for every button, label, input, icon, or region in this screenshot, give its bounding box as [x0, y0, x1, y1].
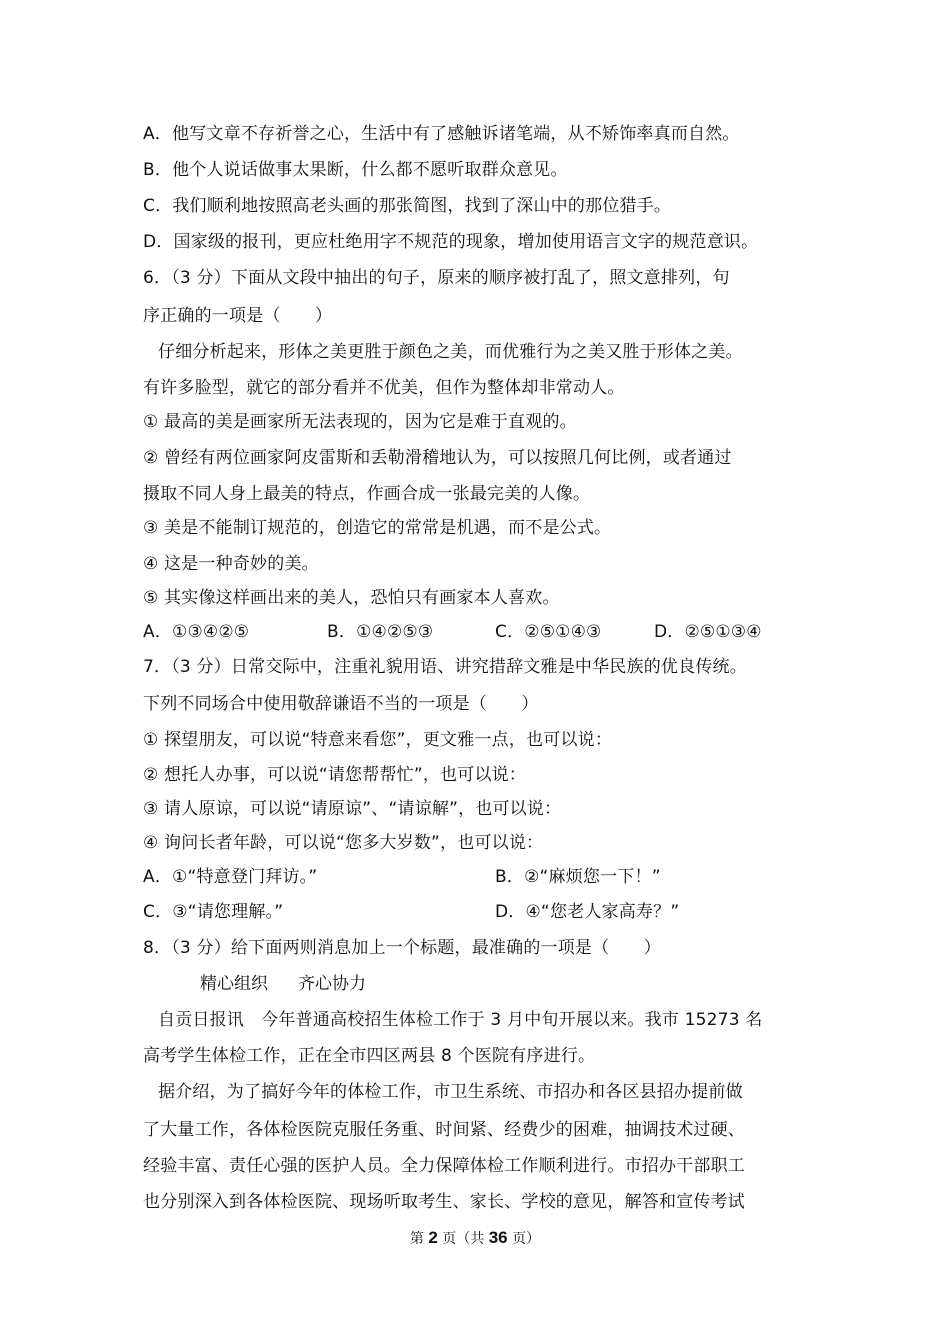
q6-stem-line2: 序正确的一项是（ ） [143, 306, 333, 326]
q6-item-4: ④ 这是一种奇妙的美。 [143, 554, 319, 574]
page-footer [0, 1228, 950, 1249]
footer-middle: 页（共 [442, 1231, 485, 1247]
q6-passage-line2: 有许多脸型，就它的部分看并不优美，但作为整体却非常动人。 [143, 378, 625, 398]
q7-item-3: ③ 请人原谅，可以说“请原谅”、“请谅解”，也可以说： [143, 799, 562, 819]
q6-option-b: B．①④②⑤③ [327, 622, 434, 642]
q5-option-b: B．他个人说话做事太果断，什么都不愿听取群众意见。 [143, 160, 568, 180]
q6-stem-line1: 6．（3 分）下面从文段中抽出的句子，原来的顺序被打乱了，照文意排列，句 [143, 268, 730, 288]
footer-page-number: 2 [428, 1228, 438, 1247]
q6-option-c: C．②⑤①④③ [495, 622, 602, 642]
q7-option-c: C．③“请您理解。” [143, 902, 284, 922]
q7-option-d: D．④“您老人家高寿？” [495, 902, 680, 922]
q8-stem: 8．（3 分）给下面两则消息加上一个标题，最准确的一项是（ ） [143, 938, 661, 958]
q8-para1-line1: 自贡日报讯 今年普通高校招生体检工作于 3 月中旬开展以来。我市 15273 名 [158, 1010, 763, 1030]
q6-item-3: ③ 美是不能制订规范的，创造它的常常是机遇，而不是公式。 [143, 518, 612, 538]
q8-news-title-part1: 精心组织 [200, 974, 268, 994]
q8-para2-line1: 据介绍，为了搞好今年的体检工作，市卫生系统、市招办和各区县招办提前做 [158, 1082, 743, 1102]
q6-item-1: ① 最高的美是画家所无法表现的，因为它是难于直观的。 [143, 412, 577, 432]
q7-item-1: ① 探望朋友，可以说“特意来看您”，更文雅一点，也可以说： [143, 730, 613, 750]
q5-option-d: D．国家级的报刊，更应杜绝用字不规范的现象，增加使用语言文字的规范意识。 [143, 232, 759, 252]
q7-option-a: A．①“特意登门拜访。” [143, 867, 318, 887]
q7-stem-line1: 7．（3 分）日常交际中，注重礼貌用语、讲究措辞文雅是中华民族的优良传统。 [143, 657, 747, 677]
q7-item-4: ④ 询问长者年龄，可以说“您多大岁数”，也可以说： [143, 833, 544, 853]
q6-item-2-line1: ② 曾经有两位画家阿皮雷斯和丢勒滑稽地认为，可以按照几何比例，或者通过 [143, 448, 732, 468]
q8-para2-line2: 了大量工作，各体检医院克服任务重、时间紧、经费少的困难，抽调技术过硬、 [143, 1120, 745, 1140]
q8-news-title [200, 972, 366, 996]
q8-para2-line4: 也分别深入到各体检医院、现场听取考生、家长、学校的意见，解答和宣传考试 [143, 1192, 745, 1212]
q6-option-d: D．②⑤①③④ [654, 622, 762, 642]
q8-para1-line2: 高考学生体检工作，正在全市四区两县 8 个医院有序进行。 [143, 1046, 596, 1066]
footer-prefix: 第 [409, 1231, 424, 1247]
q8-para2-line3: 经验丰富、责任心强的医护人员。全力保障体检工作顺利进行。市招办干部职工 [143, 1156, 745, 1176]
q8-news-title-part2: 齐心协力 [298, 974, 366, 994]
q6-option-a: A．①③④②⑤ [143, 622, 250, 642]
q5-option-c: C．我们顺利地按照高老头画的那张简图，找到了深山中的那位猎手。 [143, 196, 672, 216]
q7-stem-line2: 下列不同场合中使用敬辞谦语不当的一项是（ ） [143, 694, 539, 714]
q6-item-2-line2: 摄取不同人身上最美的特点，作画合成一张最完美的人像。 [143, 484, 591, 504]
q7-item-2: ② 想托人办事，可以说“请您帮帮忙”，也可以说： [143, 765, 527, 785]
q6-item-5: ⑤ 其实像这样画出来的美人，恐怕只有画家本人喜欢。 [143, 588, 560, 608]
q5-option-a: A．他写文章不存祈誉之心，生活中有了感触诉诸笔端，从不矫饰率真而自然。 [143, 124, 740, 144]
q6-passage-line1: 仔细分析起来，形体之美更胜于颜色之美，而优雅行为之美又胜于形体之美。 [158, 342, 743, 362]
footer-suffix: 页） [512, 1231, 541, 1247]
footer-total-pages: 36 [488, 1228, 508, 1247]
q7-option-b: B．②“麻烦您一下！” [495, 867, 661, 887]
